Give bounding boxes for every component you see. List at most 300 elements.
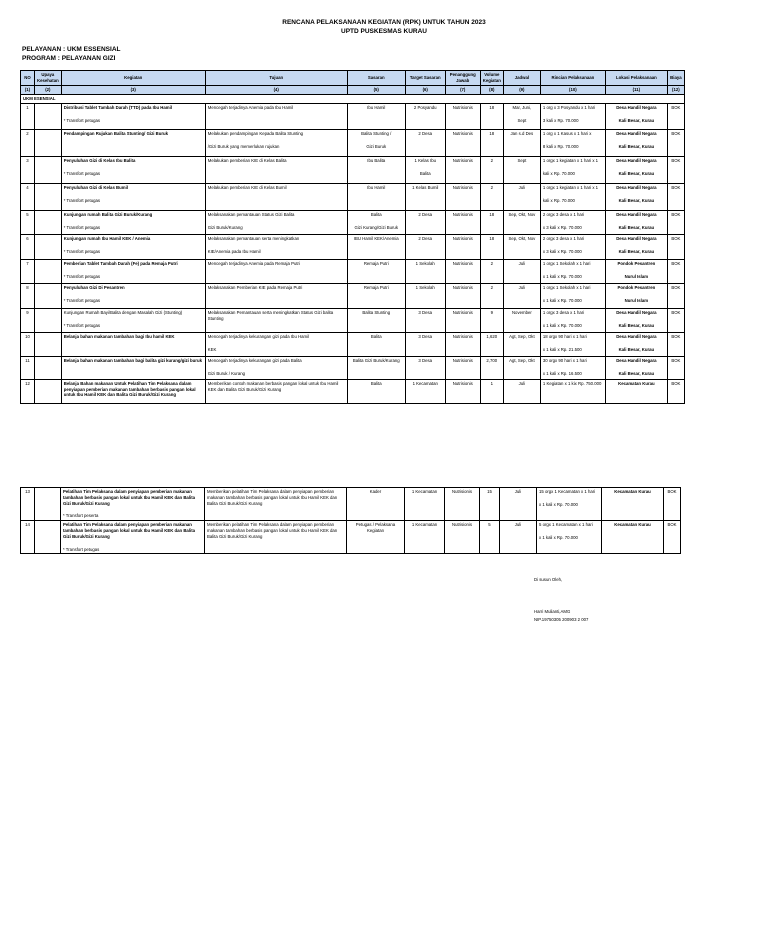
rpk-table-continued xyxy=(20,487,681,554)
lokasi-cell xyxy=(605,183,667,210)
rincian-cell xyxy=(540,234,605,259)
lokasi-cell xyxy=(605,356,667,379)
jadwal-cell xyxy=(503,332,540,356)
table-row xyxy=(21,234,685,259)
sasaran-cell-text: Remaja Putri xyxy=(363,260,389,266)
kegiatan-cell-text-2: * Transfort petugas xyxy=(63,170,101,176)
sasaran-cell-text-2: Gizi Kurang/Gizi Buruk xyxy=(354,224,398,230)
kegiatan-cell-text: Pemberian Tablet Tambah Darah (Fe) pada Remaja Putri xyxy=(63,260,178,266)
jadwal-cell-text: Agt, Sep, Okt xyxy=(509,357,535,363)
volume-cell xyxy=(480,234,503,259)
rincian-cell-text: 1 Kegiatan x 1 kix Rp. 750.000 xyxy=(542,380,602,386)
row-number-text: 7 xyxy=(26,260,29,266)
biaya-cell xyxy=(667,210,684,234)
tujuan-cell-text: Mencegah terjadinya Anemia pada Ibu Hamil xyxy=(207,104,294,110)
upaya-kesehatan-cell xyxy=(35,103,62,129)
kegiatan-cell xyxy=(61,488,205,521)
jadwal-cell xyxy=(500,488,537,521)
lokasi-cell xyxy=(602,488,664,521)
tujuan-cell xyxy=(205,183,347,210)
sasaran-cell-text: Ibu Balita xyxy=(367,157,386,163)
row-number xyxy=(21,259,35,283)
volume-cell-text: 9 xyxy=(490,309,493,315)
target-cell-text: 1 Kecamatan xyxy=(412,380,438,386)
target-cell xyxy=(405,259,445,283)
upaya-kesehatan-cell xyxy=(35,156,62,183)
sasaran-cell xyxy=(347,183,405,210)
volume-cell xyxy=(480,283,503,308)
signature-label: Di susun Oleh, xyxy=(534,577,563,582)
column-header: Volume Kegiatan xyxy=(480,71,503,86)
biaya-cell xyxy=(664,488,681,521)
sasaran-cell-text: Petugas / Pelaksana Kegiatan xyxy=(355,522,396,533)
table-row xyxy=(21,259,685,283)
volume-cell xyxy=(480,521,500,554)
signature-nip: NIP.19750305 200903 2 007 xyxy=(534,617,589,622)
penanggung-jawab-cell xyxy=(445,488,480,521)
upaya-kesehatan-cell xyxy=(35,234,62,259)
lokasi-text: Pondok Pesantren xyxy=(617,284,656,290)
sasaran-cell-text: IBU Hamil KEK/Anemia xyxy=(353,235,399,241)
column-number: (11) xyxy=(605,86,667,95)
volume-cell-text: 2 xyxy=(490,157,493,163)
tujuan-cell-text-2: Gizi Buruk / Kurang xyxy=(207,370,245,376)
rincian-cell-text-2: x 1 kali x Rp. 70.000 xyxy=(539,501,578,507)
target-cell-text: 1 Kecamatan xyxy=(411,489,438,494)
jadwal-cell xyxy=(503,210,540,234)
row-number-text: 4 xyxy=(26,184,29,190)
biaya-cell-text: BOK xyxy=(671,260,681,266)
row-number xyxy=(21,183,35,210)
jadwal-cell-text: Mar, Juni, xyxy=(512,104,532,110)
rincian-cell xyxy=(537,521,602,554)
sasaran-cell xyxy=(347,156,405,183)
row-number-text: 6 xyxy=(26,235,29,241)
volume-cell-text: 18 xyxy=(489,235,495,241)
kegiatan-cell-text: Pendampingan Rujukan Balita Stunting/ Gizi Buruk xyxy=(63,130,169,136)
target-cell-text: 2 Desa xyxy=(418,130,433,136)
row-number xyxy=(21,488,35,521)
column-header: Upaya Kesehatan xyxy=(35,71,62,86)
signature-name: Harri Mulianti,AMG xyxy=(534,609,571,614)
volume-cell xyxy=(480,183,503,210)
lokasi-text-2: Kali Besar, Kurau xyxy=(618,370,655,376)
target-cell xyxy=(405,183,445,210)
penanggung-jawab-cell xyxy=(445,356,480,379)
target-cell xyxy=(405,103,445,129)
tujuan-cell xyxy=(205,379,347,403)
rincian-cell xyxy=(537,488,602,521)
penanggung-jawab-cell-text: Nutrisionis xyxy=(452,260,473,266)
volume-cell-text: 15 xyxy=(487,489,492,494)
kegiatan-cell-text: Penyuluhan Gizi di Kelas Bumil xyxy=(63,184,128,190)
penanggung-jawab-cell-text: Nutrisionis xyxy=(452,104,473,110)
lokasi-text-2: Kali Besar, Kurau xyxy=(618,170,655,176)
tujuan-cell xyxy=(205,103,347,129)
volume-cell xyxy=(480,332,503,356)
biaya-cell xyxy=(667,234,684,259)
jadwal-cell-text: Juli xyxy=(518,184,526,190)
row-number xyxy=(21,129,35,156)
row-number-text: 8 xyxy=(26,284,29,290)
penanggung-jawab-cell xyxy=(445,156,480,183)
biaya-cell xyxy=(667,379,684,403)
row-number-text: 9 xyxy=(26,309,29,315)
tujuan-cell xyxy=(205,488,347,521)
target-cell xyxy=(405,210,445,234)
rincian-cell-text-2: 3 kali x Rp. 70.000 xyxy=(542,117,579,123)
target-cell xyxy=(405,234,445,259)
lokasi-cell xyxy=(605,379,667,403)
tujuan-cell xyxy=(205,332,347,356)
biaya-cell-text: BOK xyxy=(671,157,681,163)
volume-cell xyxy=(480,356,503,379)
lokasi-text-2: Kali Besar, Kurau xyxy=(618,346,655,352)
kegiatan-cell-text: Belanja Bahan makanan Untuk Pelatihan Tim Pelaksana dalam penyiapan pemberian makanan tambahan berbasis pangan lokal untuk Ibu Hamil KEK dan Balita Gizi Buruk/Gizi Kurang xyxy=(63,380,196,398)
column-header: Sasaran xyxy=(347,71,405,86)
lokasi-cell xyxy=(605,332,667,356)
row-number-text: 3 xyxy=(26,157,29,163)
penanggung-jawab-cell xyxy=(445,210,480,234)
rincian-cell xyxy=(540,156,605,183)
volume-cell-text: 1,620 xyxy=(486,333,498,339)
rincian-cell-text: 1 orgx 3 desa x 1 hari xyxy=(542,309,585,315)
biaya-cell xyxy=(667,129,684,156)
upaya-kesehatan-cell xyxy=(35,308,62,332)
volume-cell-text: 1 xyxy=(490,380,493,386)
column-number: (4) xyxy=(205,86,347,95)
table-row xyxy=(21,356,685,379)
lokasi-cell xyxy=(605,283,667,308)
column-number: (10) xyxy=(540,86,605,95)
row-number-text: 10 xyxy=(25,333,30,339)
sasaran-cell xyxy=(347,259,405,283)
tujuan-cell xyxy=(205,356,347,379)
kegiatan-cell-text: Belanja bahan makanan tambahan bagi balita gizi kurang/gizi buruk xyxy=(63,357,202,363)
penanggung-jawab-cell xyxy=(445,103,480,129)
table-row xyxy=(21,283,685,308)
row-number xyxy=(21,356,35,379)
sasaran-cell xyxy=(347,129,405,156)
upaya-kesehatan-cell xyxy=(35,283,62,308)
tujuan-cell-text-2: /Gizi Buruk yang memerlukan rujukan xyxy=(207,143,280,149)
volume-cell-text: 2 xyxy=(490,284,493,290)
penanggung-jawab-cell-text: Nutrisionis xyxy=(452,284,473,290)
sasaran-cell-text: Balita xyxy=(370,333,382,339)
rincian-cell-text: 2 orgx 3 desa x 1 hari xyxy=(542,211,585,217)
table-row xyxy=(21,156,685,183)
row-number xyxy=(21,103,35,129)
jadwal-cell xyxy=(503,156,540,183)
kegiatan-cell xyxy=(61,234,205,259)
penanggung-jawab-cell-text: Nutrisionis xyxy=(452,235,473,241)
kegiatan-cell xyxy=(61,283,205,308)
volume-cell xyxy=(480,210,503,234)
tujuan-cell-text: Memberikan pelatihan Tim Pelaksana dalam penyiapan pemberian makanan tambahan berbasis pangan lokal untuk Ibu Hamil KEK dan Balita Gizi Buruk/Gizi Kurang xyxy=(207,489,338,506)
rincian-cell-text-2: x 1 kali x Rp. 70.000 xyxy=(542,273,582,279)
table-row xyxy=(21,103,685,129)
biaya-cell-text: BOK xyxy=(671,235,681,241)
column-number: (3) xyxy=(61,86,205,95)
target-cell-text: 1 Sekolah xyxy=(415,260,435,266)
tujuan-cell xyxy=(205,156,347,183)
jadwal-cell-text: Juli xyxy=(518,284,526,290)
jadwal-cell-text: Sep, Okt, Nov xyxy=(508,235,536,241)
volume-cell xyxy=(480,129,503,156)
tujuan-cell-text: Mencegah terjadinya kekurangan gizi pada Balita xyxy=(207,357,302,363)
lokasi-cell xyxy=(605,308,667,332)
tujuan-cell-text: Melaksanakan pemantauan serta meningkatkan xyxy=(207,235,300,241)
target-cell-text: 2 Desa xyxy=(418,235,433,241)
row-number xyxy=(21,210,35,234)
sasaran-cell xyxy=(347,210,405,234)
upaya-kesehatan-cell xyxy=(35,488,61,521)
penanggung-jawab-cell-text: Nutrisionis xyxy=(452,309,473,315)
penanggung-jawab-cell xyxy=(445,308,480,332)
table-row xyxy=(21,379,685,403)
lokasi-cell xyxy=(605,210,667,234)
jadwal-cell-text: Juli xyxy=(514,489,522,494)
row-number-text: 5 xyxy=(26,211,29,217)
rincian-cell xyxy=(540,379,605,403)
target-cell xyxy=(405,488,445,521)
target-cell xyxy=(405,129,445,156)
jadwal-cell xyxy=(503,234,540,259)
rincian-cell-text: 1 org x 3 Posyandu x 1 hari xyxy=(542,104,596,110)
row-number xyxy=(21,156,35,183)
kegiatan-cell xyxy=(61,521,205,554)
section-label: UKM ESENSIAL xyxy=(21,95,685,104)
lokasi-text: Kecamatan Kurau xyxy=(614,522,651,528)
column-header: Rincian Pelaksanaan xyxy=(540,71,605,86)
target-cell xyxy=(405,308,445,332)
tujuan-cell xyxy=(205,308,347,332)
jadwal-cell xyxy=(503,183,540,210)
volume-cell xyxy=(480,156,503,183)
rincian-cell-text-2: 8 kali x Rp. 70.000 xyxy=(542,143,579,149)
sasaran-cell xyxy=(347,356,405,379)
lokasi-text-2: Kali Besar, Kurau xyxy=(618,322,655,328)
document-title: RENCANA PELAKSANAAN KEGIATAN (RPK) UNTUK TAHUN 2023 xyxy=(282,19,486,26)
kegiatan-cell-text: Kunjungan rumah Balita Gizi Buruk/Kurang xyxy=(63,211,153,217)
target-cell-text: 1 Kecamatan xyxy=(411,522,438,528)
rincian-cell-text-2: kali x Rp. 70.000 xyxy=(542,170,575,176)
kegiatan-cell xyxy=(61,259,205,283)
rincian-cell-text: 1 orgx 1 kegiatan x 1 hari x 1 xyxy=(542,157,599,163)
upaya-kesehatan-cell xyxy=(35,521,61,554)
lokasi-text: Desa Handil Negara xyxy=(616,333,657,339)
tujuan-cell-text: Melaksanakan Pemberian KIE pada Remaja Putri xyxy=(207,284,303,290)
kegiatan-cell-text-2: * Transfort petugas xyxy=(63,197,101,203)
lokasi-text: Kecamatan Kurau xyxy=(614,489,651,494)
tujuan-cell-text: Memberikan pelatihan Tim Pelaksana dalam penyiapan pemberian makanan tambahan berbasis pangan lokal untuk Ibu Hamil KEK dan Balita Gizi Buruk/Gizi Kurang xyxy=(207,522,338,539)
column-header: Biaya xyxy=(667,71,684,86)
rincian-cell xyxy=(540,183,605,210)
target-cell-text: 1 Kelas Ibu xyxy=(414,157,436,163)
penanggung-jawab-cell-text: Nutrisionis xyxy=(452,211,473,217)
penanggung-jawab-cell-text: Nutrisionis xyxy=(451,489,473,494)
sasaran-cell xyxy=(347,283,405,308)
row-number-text: 12 xyxy=(25,380,30,386)
program-label: PROGRAM : PELAYANAN GIZI xyxy=(22,55,116,62)
tujuan-cell xyxy=(205,259,347,283)
biaya-cell-text: BOK xyxy=(667,522,677,528)
biaya-cell-text: BOK xyxy=(671,284,681,290)
upaya-kesehatan-cell xyxy=(35,259,62,283)
lokasi-cell xyxy=(605,259,667,283)
penanggung-jawab-cell xyxy=(445,521,480,554)
table-row xyxy=(21,183,685,210)
rincian-cell-text: 1 orgx 1 Sekolah x 1 hari xyxy=(542,284,591,290)
tujuan-cell-text: Melakukan pemberian KIE di Kelas Bumil xyxy=(207,184,287,190)
row-number-text: 13 xyxy=(25,489,30,494)
penanggung-jawab-cell xyxy=(445,259,480,283)
table-row xyxy=(21,210,685,234)
biaya-cell xyxy=(667,356,684,379)
kegiatan-cell-text: Pelatihan Tim Pelaksana dalam penyiapan pemberian makanan tambahan berbasis pangan lokal untuk Ibu Hamil KEK dan Balita Gizi Buruk/Gizi Kurang xyxy=(63,489,196,506)
sasaran-cell-text: Balita xyxy=(370,211,382,217)
rincian-cell-text: 18 orgx 90 hari x 1 hari xyxy=(542,333,587,339)
penanggung-jawab-cell-text: Nutrisionis xyxy=(452,380,473,386)
sasaran-cell-text: Balita Gizi Buruk/Kurang xyxy=(352,357,400,363)
jadwal-cell xyxy=(503,356,540,379)
lokasi-cell xyxy=(605,129,667,156)
penanggung-jawab-cell xyxy=(445,283,480,308)
rincian-cell-text: 15 orgx 1 Kecamatan x 1 hari xyxy=(539,489,596,494)
lokasi-text: Desa Handil Negara xyxy=(616,130,657,136)
jadwal-cell xyxy=(503,283,540,308)
table-header-row xyxy=(21,71,685,86)
kegiatan-cell xyxy=(61,210,205,234)
rincian-cell-text-2: x 3 kali x Rp. 70.000 xyxy=(542,248,582,254)
lokasi-text-2: Kali Besar, Kurau xyxy=(618,143,655,149)
rincian-cell-text: 2 orgx 3 desa x 1 hari xyxy=(542,235,585,241)
tujuan-cell-text: Melakukan pemberian KIE di Kelas Balita xyxy=(207,157,287,163)
kegiatan-cell xyxy=(61,103,205,129)
lokasi-cell xyxy=(605,103,667,129)
kegiatan-cell-text-2: * Transfort peserta xyxy=(63,513,99,519)
rincian-cell-text: 1 org x 1 Kasus x 1 hari x xyxy=(542,130,592,136)
kegiatan-cell-text: Kunjungan Rumah Bayi/Balita dengan Masalah Gizi (Stunting) xyxy=(63,309,183,315)
kegiatan-cell-text-2: * Transfort petugas xyxy=(63,297,101,303)
rincian-cell-text-2: x 1 kali x Rp. 70.000 xyxy=(539,534,578,540)
jadwal-cell xyxy=(503,129,540,156)
upaya-kesehatan-cell xyxy=(35,332,62,356)
volume-cell-text: 5 xyxy=(488,522,491,528)
biaya-cell-text: BOK xyxy=(671,130,681,136)
row-number xyxy=(21,379,35,403)
jadwal-cell-text-2: Sept xyxy=(517,117,527,123)
lokasi-text: Desa Handil Negara xyxy=(616,357,657,363)
kegiatan-cell-text: Penyuluhan Gizi Di Pesantren xyxy=(63,284,125,290)
tujuan-cell xyxy=(205,283,347,308)
sasaran-cell xyxy=(347,488,405,521)
tujuan-cell xyxy=(205,521,347,554)
pelayanan-label: PELAYANAN : UKM ESSENSIAL xyxy=(22,46,121,53)
row-number-text: 1 xyxy=(26,104,29,110)
rincian-cell xyxy=(540,283,605,308)
column-header: Target Sasaran xyxy=(405,71,445,86)
table-row xyxy=(21,332,685,356)
column-number: (12) xyxy=(667,86,684,95)
sasaran-cell xyxy=(347,521,405,554)
upaya-kesehatan-cell xyxy=(35,379,62,403)
row-number xyxy=(21,234,35,259)
table-row xyxy=(21,308,685,332)
target-cell xyxy=(405,521,445,554)
column-number: (8) xyxy=(480,86,503,95)
volume-cell xyxy=(480,103,503,129)
upaya-kesehatan-cell xyxy=(35,129,62,156)
jadwal-cell-text: November xyxy=(511,309,532,315)
rpk-table xyxy=(20,70,685,404)
rincian-cell xyxy=(540,129,605,156)
upaya-kesehatan-cell xyxy=(35,210,62,234)
tujuan-cell xyxy=(205,210,347,234)
row-number xyxy=(21,308,35,332)
table-row xyxy=(21,129,685,156)
kegiatan-cell xyxy=(61,379,205,403)
lokasi-text: Desa Handil Negara xyxy=(616,157,657,163)
volume-cell-text: 2 xyxy=(490,184,493,190)
sasaran-cell-text: Ibu Hamil xyxy=(367,184,386,190)
target-cell-text: 3 Desa xyxy=(418,357,433,363)
kegiatan-cell-text-2: * Transfort petugas xyxy=(63,117,101,123)
jadwal-cell-text: Sept xyxy=(517,157,527,163)
penanggung-jawab-cell xyxy=(445,379,480,403)
kegiatan-cell-text-2: * Transfort petugas xyxy=(63,273,101,279)
upaya-kesehatan-cell xyxy=(35,356,62,379)
kegiatan-cell-text: Distribusi Tablet Tambah Darah (TTD) pada Ibu Hamil xyxy=(63,104,172,110)
tujuan-cell-text-2: KIE/Anemia pada Ibu Hamil xyxy=(207,248,261,254)
volume-cell xyxy=(480,259,503,283)
penanggung-jawab-cell xyxy=(445,129,480,156)
rincian-cell xyxy=(540,332,605,356)
target-cell-text: 2 Desa xyxy=(418,211,433,217)
rincian-cell-text-2: x 1 kali x Rp. 70.000 xyxy=(542,297,582,303)
lokasi-text-2: Kali Besar, Kurau xyxy=(618,197,655,203)
biaya-cell xyxy=(664,521,681,554)
lokasi-text: Desa Handil Negara xyxy=(616,235,657,241)
rincian-cell-text-2: x 3 kali x Rp. 70.000 xyxy=(542,224,582,230)
target-cell-text: 3 Desa xyxy=(418,309,433,315)
jadwal-cell xyxy=(503,379,540,403)
penanggung-jawab-cell xyxy=(445,183,480,210)
tujuan-cell xyxy=(205,234,347,259)
sasaran-cell-text: Kader xyxy=(369,489,382,494)
volume-cell-text: 2 xyxy=(490,260,493,266)
biaya-cell-text: BOK xyxy=(671,184,681,190)
upaya-kesehatan-cell xyxy=(35,183,62,210)
lokasi-cell xyxy=(605,156,667,183)
rincian-cell-text: 5 orgx 1 Kecamatan x 1 hari xyxy=(539,522,593,528)
biaya-cell xyxy=(667,103,684,129)
volume-cell xyxy=(480,379,503,403)
kegiatan-cell-text-2: * Transfort petugas xyxy=(63,546,100,552)
kegiatan-cell-text: Belanja bahan makanan tambahan bagi Ibu hamil KEK xyxy=(63,333,175,339)
jadwal-cell xyxy=(503,259,540,283)
sasaran-cell xyxy=(347,308,405,332)
jadwal-cell xyxy=(500,521,537,554)
jadwal-cell-text: Juli xyxy=(518,260,526,266)
biaya-cell xyxy=(667,259,684,283)
jadwal-cell-text: Agt, Sep, Okt xyxy=(509,333,535,339)
sasaran-cell-text: Balita xyxy=(370,380,382,386)
lokasi-text-2: Kali Besar, Kurau xyxy=(618,117,655,123)
kegiatan-cell-text: Kunjungan rumah Ibu Hamil KEK / Anemia xyxy=(63,235,151,241)
rincian-cell xyxy=(540,259,605,283)
row-number xyxy=(21,521,35,554)
